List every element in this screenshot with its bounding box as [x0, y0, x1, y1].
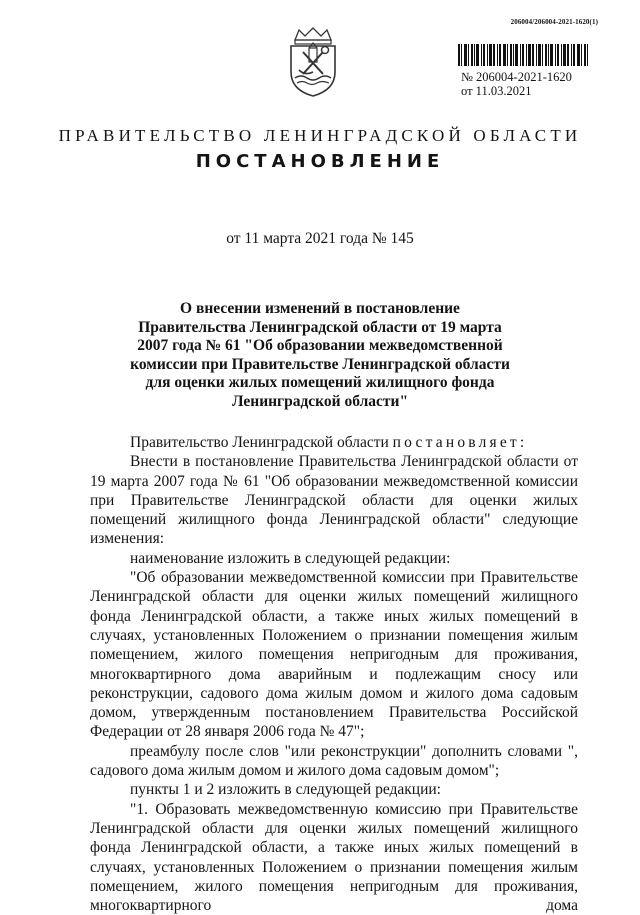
- document-code: 206004/206004-2021-1620(1): [510, 18, 598, 26]
- registration-block: [461, 70, 572, 98]
- preamble: [90, 433, 578, 452]
- document-body: [90, 433, 578, 915]
- body-paragraph: пункты 1 и 2 изложить в следующей редакции:: [130, 781, 441, 799]
- body-paragraph: наименование изложить в следующей редакции:: [130, 549, 451, 567]
- preamble-verb: постановляет:: [392, 434, 528, 451]
- coat-of-arms-icon: [285, 26, 341, 98]
- document-title: О внесении изменений в постановление Правительства Ленинградской области от 19 марта 2007 года № 61 "Об образовании межведомственной комиссии при Правительстве Ленинградской области для оценки жилых помещений жилищного фонда Ленинградской области": [130, 300, 510, 410]
- preamble-subject: Правительство Ленинградской области: [130, 434, 393, 451]
- body-paragraph: "Об образовании межведомственной комиссии при Правительстве Ленинградской области для оценки жилых помещений жилищного фонда Ленинградской области, а также иных жилых помещений в случаях, установленных Положением о признании помещения жилым помещением, жилого помещения непригодным для проживания, многоквартирного дома аварийным и подлежащим сносу или реконструкции, садового дома жилым домом и жилого дома садовым домом, утвержденным постановлением Правительства Российской Федерации от 28 января 2006 года № 47";: [90, 569, 578, 741]
- document-type: ПОСТАНОВЛЕНИЕ: [195, 151, 445, 172]
- body-paragraph: "1. Образовать межведомственную комиссию при Правительстве Ленинградской области для оценки жилых помещений жилищного фонда Ленинградской области, а также иных жилых помещений в случаях, установленных Положением о признании помещения жилым помещением, жилого помещения непригодным для проживания, многоквартирного дома: [90, 800, 578, 915]
- document-date-number: от 11 марта 2021 года № 145: [226, 230, 414, 247]
- barcode: [458, 44, 588, 66]
- registration-date: от 11.03.2021: [461, 84, 532, 98]
- body-paragraph: преамбулу после слов "или реконструкции" дополнить словами ", садового дома жилым домом и жилого дома садовым домом";: [90, 742, 578, 780]
- issuing-authority: ПРАВИТЕЛЬСТВО ЛЕНИНГРАДСКОЙ ОБЛАСТИ: [58, 126, 582, 145]
- registration-number: № 206004-2021-1620: [461, 70, 572, 84]
- body-paragraph: Внести в постановление Правительства Ленинградской области от 19 марта 2007 года № 61 "Об образовании межведомственной комиссии при Правительстве Ленинградской области для оценки жилых помещений жилищного фонда Ленинградской области" следующие изменения:: [90, 453, 578, 548]
